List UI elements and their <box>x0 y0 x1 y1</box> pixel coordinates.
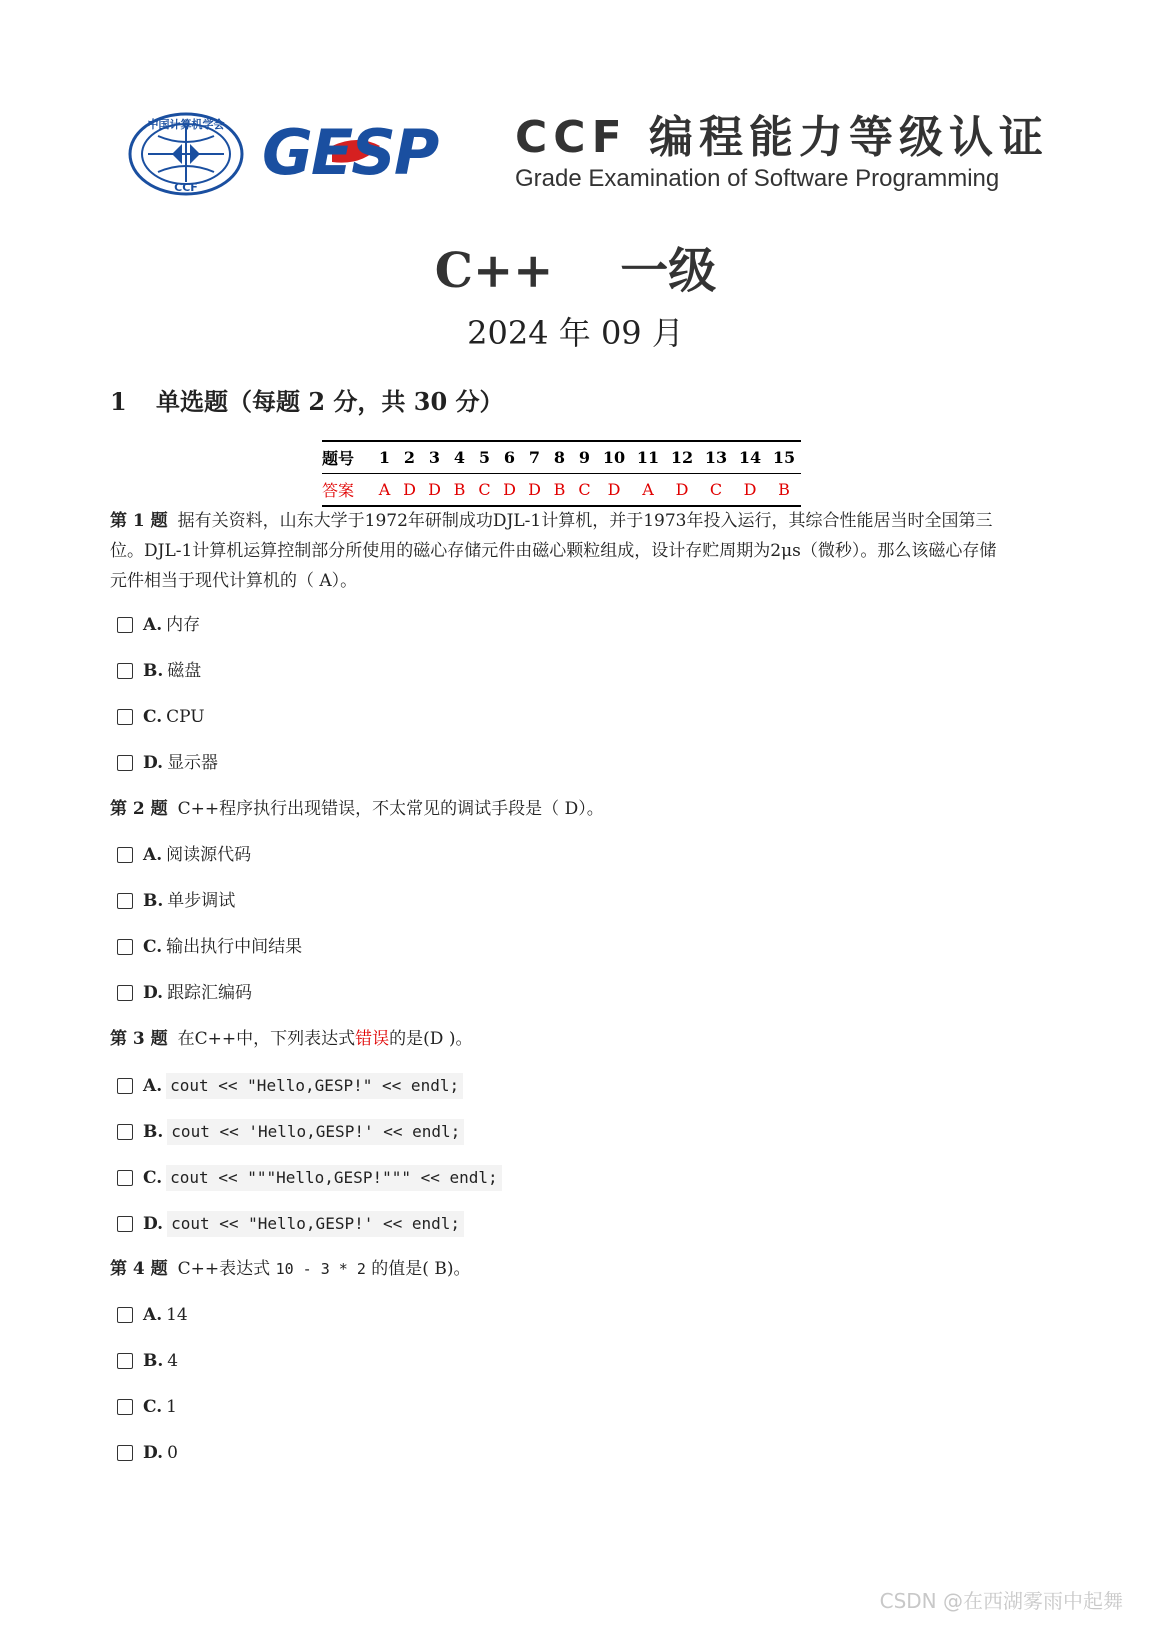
option-letter: C. <box>143 707 163 727</box>
question-4 <box>110 1254 1010 1284</box>
question-text: C++表达式 <box>177 1259 276 1279</box>
watermark: CSDN @在西湖雾雨中起舞 <box>879 1589 1123 1613</box>
option-3b[interactable] <box>117 1119 464 1145</box>
option-letter: B. <box>143 661 164 681</box>
option-2d[interactable] <box>117 981 252 1005</box>
option-1b[interactable] <box>117 659 201 683</box>
answer-cell: C <box>572 474 597 507</box>
question-text: 的是(D )。 <box>389 1029 473 1049</box>
question-number: 10 <box>597 441 631 474</box>
option-1c[interactable] <box>117 705 205 729</box>
answer-cell: C <box>699 474 733 507</box>
question-text: 在C++中，下列表达式 <box>177 1029 356 1049</box>
question-2 <box>110 794 1010 824</box>
option-letter: A. <box>143 615 163 635</box>
answer-cell: A <box>372 474 397 507</box>
option-2c[interactable] <box>117 935 302 959</box>
question-code: 10 - 3 * 2 <box>275 1260 366 1278</box>
question-3 <box>110 1024 1010 1054</box>
section-title: 单选题（每题 2 分，共 30 分） <box>156 387 504 416</box>
option-text: 阅读源代码 <box>166 845 252 865</box>
question-number: 13 <box>699 441 733 474</box>
answer-cell: B <box>547 474 572 507</box>
checkbox[interactable] <box>117 709 133 725</box>
question-label: 第 2 题 <box>110 799 168 819</box>
checkbox[interactable] <box>117 1445 133 1461</box>
option-letter: B. <box>143 1122 164 1142</box>
option-text: 1 <box>166 1397 177 1417</box>
question-number-label: 题号 <box>322 441 372 474</box>
gesp-logo-text: GESP <box>262 116 438 189</box>
question-label: 第 3 题 <box>110 1029 168 1049</box>
answer-cell: D <box>497 474 522 507</box>
option-text: 显示器 <box>167 753 219 773</box>
answer-table <box>322 440 801 507</box>
checkbox[interactable] <box>117 755 133 771</box>
option-3d[interactable] <box>117 1211 464 1237</box>
question-number: 2 <box>397 441 422 474</box>
answer-cell: B <box>447 474 472 507</box>
question-number: 12 <box>665 441 699 474</box>
option-letter: D. <box>143 1443 164 1463</box>
question-number: 5 <box>472 441 497 474</box>
option-3c[interactable] <box>117 1165 502 1191</box>
question-number: 3 <box>422 441 447 474</box>
option-letter: A. <box>143 1305 163 1325</box>
option-letter: A. <box>143 1076 163 1096</box>
option-code: cout << """Hello,GESP!""" << endl; <box>166 1165 502 1191</box>
question-number: 6 <box>497 441 522 474</box>
question-text: 的值是( B)。 <box>365 1259 471 1279</box>
checkbox[interactable] <box>117 663 133 679</box>
option-code: cout << "Hello,GESP!" << endl; <box>166 1073 463 1099</box>
option-2a[interactable] <box>117 843 251 867</box>
question-number: 7 <box>522 441 547 474</box>
option-letter: C. <box>143 937 163 957</box>
brand-block <box>515 112 1049 194</box>
exam-date: 2024 年 09 月 <box>467 314 684 352</box>
option-letter: D. <box>143 983 164 1003</box>
answer-cell: C <box>472 474 497 507</box>
ccf-logo-abbr: CCF <box>174 181 198 194</box>
checkbox[interactable] <box>117 939 133 955</box>
checkbox[interactable] <box>117 617 133 633</box>
option-3a[interactable] <box>117 1073 463 1099</box>
checkbox[interactable] <box>117 1124 133 1140</box>
option-letter: A. <box>143 845 163 865</box>
question-number: 4 <box>447 441 472 474</box>
checkbox[interactable] <box>117 1170 133 1186</box>
option-text: 14 <box>166 1305 188 1325</box>
question-number: 14 <box>733 441 767 474</box>
checkbox[interactable] <box>117 1353 133 1369</box>
option-text: CPU <box>166 707 205 727</box>
answer-cell: D <box>522 474 547 507</box>
option-letter: D. <box>143 753 164 773</box>
question-number: 11 <box>631 441 665 474</box>
option-code: cout << "Hello,GESP!' << endl; <box>167 1211 464 1237</box>
question-number: 9 <box>572 441 597 474</box>
section-number: 1 <box>110 387 127 416</box>
checkbox[interactable] <box>117 847 133 863</box>
brand-subtitle: Grade Examination of Software Programming <box>515 165 1000 192</box>
ccf-logo-arc-text: 中国计算机学会 <box>147 118 225 131</box>
question-number: 15 <box>767 441 801 474</box>
answer-cell: D <box>665 474 699 507</box>
option-letter: C. <box>143 1397 163 1417</box>
checkbox[interactable] <box>117 893 133 909</box>
answer-cell: D <box>733 474 767 507</box>
checkbox[interactable] <box>117 985 133 1001</box>
option-2b[interactable] <box>117 889 235 913</box>
question-text: 据有关资料，山东大学于1972年研制成功DJL-1计算机，并于1973年投入运行，其综合性能居当时全国第三位。DJL-1计算机运算控制部分所使用的磁心存储元件由磁心颗粒组成，设计存贮周期为2μs（微秒）。那么该磁心存储元件相当于现代计算机的（ A）。 <box>110 511 997 591</box>
option-code: cout << 'Hello,GESP!' << endl; <box>167 1119 464 1145</box>
answer-label: 答案 <box>322 474 372 507</box>
checkbox[interactable] <box>117 1216 133 1232</box>
exam-title: C++ 一级 <box>434 243 717 299</box>
answer-table-answer-row <box>322 474 801 507</box>
answer-cell: B <box>767 474 801 507</box>
option-4c[interactable] <box>117 1395 177 1419</box>
section-heading <box>110 382 504 417</box>
option-text: 输出执行中间结果 <box>166 937 303 957</box>
answer-cell: A <box>631 474 665 507</box>
checkbox[interactable] <box>117 1399 133 1415</box>
question-text-highlight: 错误 <box>355 1029 390 1049</box>
answer-cell: D <box>422 474 447 507</box>
option-4b[interactable] <box>117 1349 178 1373</box>
option-letter: C. <box>143 1168 163 1188</box>
question-number: 8 <box>547 441 572 474</box>
option-4a[interactable] <box>117 1303 188 1327</box>
question-label: 第 1 题 <box>110 511 168 531</box>
question-text: C++程序执行出现错误，不太常见的调试手段是（ D）。 <box>177 799 604 819</box>
question-label: 第 4 题 <box>110 1259 168 1279</box>
option-letter: B. <box>143 891 164 911</box>
question-1 <box>110 506 1010 596</box>
option-text: 0 <box>167 1443 178 1463</box>
answer-cell: D <box>597 474 631 507</box>
brand-title: CCF 编程能力等级认证 <box>515 112 1049 163</box>
checkbox[interactable] <box>117 1078 133 1094</box>
option-text: 单步调试 <box>167 891 236 911</box>
answer-table-header-row <box>322 441 801 474</box>
option-1d[interactable] <box>117 751 218 775</box>
answer-cell: D <box>397 474 422 507</box>
option-letter: D. <box>143 1214 164 1234</box>
option-4d[interactable] <box>117 1441 178 1465</box>
option-text: 跟踪汇编码 <box>167 983 253 1003</box>
option-letter: B. <box>143 1351 164 1371</box>
option-text: 磁盘 <box>167 661 202 681</box>
gesp-logo <box>262 116 470 190</box>
checkbox[interactable] <box>117 1307 133 1323</box>
ccf-logo <box>128 112 244 196</box>
option-1a[interactable] <box>117 613 200 637</box>
question-number: 1 <box>372 441 397 474</box>
option-text: 内存 <box>166 615 201 635</box>
option-text: 4 <box>167 1351 179 1371</box>
